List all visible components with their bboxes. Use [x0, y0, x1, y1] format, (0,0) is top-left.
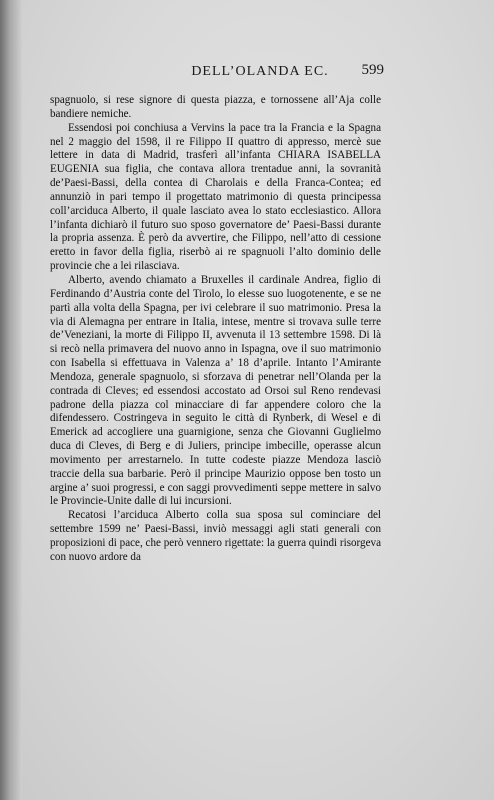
- paragraph-vervins: Essendosi poi conchiusa a Vervins la pace tra la Francia e la Spagna nel 2 maggio del 1598, il re Filippo II quattro di appresso, mercè sue lettere in data di Madrid, trasferì all’infanta CHIARA ISABELLA EUGENIA sua figlia, che contava allora trentadue anni, la sovranità de’Paesi-Bassi, della contea di Charolais e della Franca-Contea; ed annunziò in pari tempo il progettato matrimonio di questa principessa coll’arciduca Alberto, il quale lasciato avea lo stato ecclesiastico. Allora l’infanta dichiarò il futuro suo sposo governatore de’ Paesi-Bassi durante la propria assenza. È però da avvertire, che Filippo, nell’atto di cessione eretto in favor della figlia, riserbò ai re spagnuoli l’alto dominio delle provincie che a lei rilasciava.: [50, 121, 381, 273]
- paragraph-alberto: Alberto, avendo chiamato a Bruxelles il cardinale Andrea, figlio di Ferdinando d’Austria conte del Tirolo, lo elesse suo luogotenente, e se ne partì alla volta della Spagna, per ivi celebrare il suo matrimonio. Presa la via di Alemagna per entrare in Italia, intese, mentre si trovava sulle terre de’Veneziani, la morte di Filippo II, avvenuta il 13 settembre 1598. Di là si recò nella primavera del nuovo anno in Ispagna, ove il suo matrimonio con Isabella si effettuava in Valenza a’ 18 d’aprile. Intanto l’Amirante Mendoza, generale spagnuolo, si sforzava di penetrar nell’Olanda per la contrada di Cleves; ed essendosi accostato ad Orsoi sul Reno rendevasi padrone della piazza col minacciare di far appendere coloro che la difendessero. Costringeva in seguito le città di Rynberk, di Wesel e di Emerick ad accogliere una guarnigione, senza che Giovanni Guglielmo duca di Cleves, di Berg e di Juliers, principe imbecille, operasse alcun movimento per arrestarnelo. In tutte codeste piazze Mendoza lasciò traccie della sua barbarie. Però il principe Maurizio oppose ben tosto un argine a’ suoi progressi, e con saggi provvedimenti seppe mettere in salvo le Provincie-Unite dalle di lui incursioni.: [50, 273, 381, 508]
- binding-shadow: [0, 0, 22, 800]
- paragraph-recatosi: Recatosi l’arciduca Alberto colla sua sposa sul cominciare del settembre 1599 ne’ Paesi-Bassi, inviò messaggi agli stati generali con proposizioni di pace, che però vennero rigettate: la guerra quindi risorgeva con nuovo ardore da: [50, 509, 381, 563]
- running-header: DELL’OLANDA EC.: [191, 64, 329, 79]
- page-number: 599: [361, 62, 384, 78]
- body-text: [50, 94, 381, 565]
- paragraph-continuation: spagnuolo, si rese signore di questa piazza, e tornossene all’Aja colle bandiere nemiche.: [50, 94, 381, 120]
